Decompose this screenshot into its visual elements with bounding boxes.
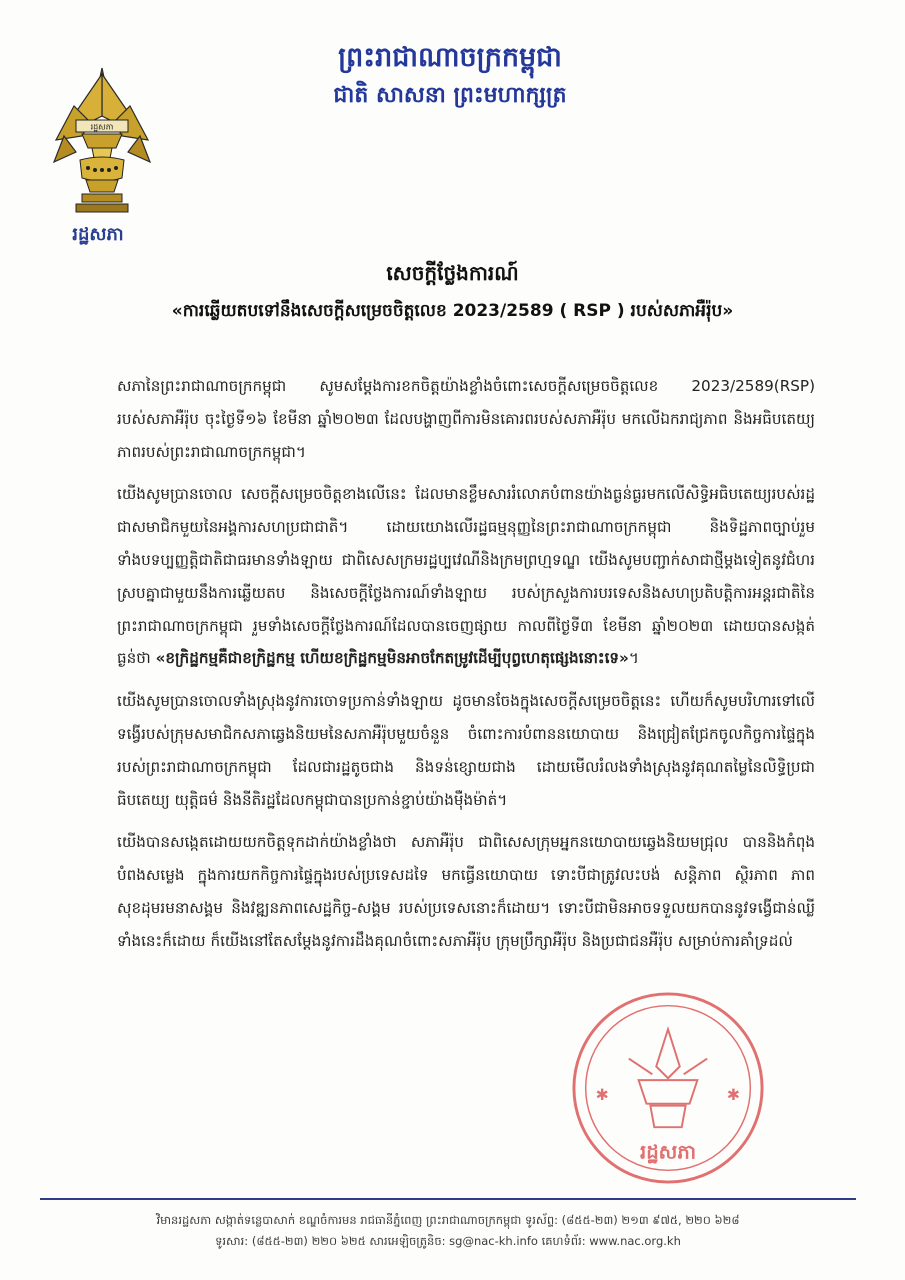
kingdom-name: ព្រះរាជាណាចក្រកម្ពុជា [338,42,562,73]
svg-text:រដ្ឋសភា: រដ្ឋសភា [90,122,114,132]
paragraph-2 [117,478,815,675]
svg-text:✱: ✱ [726,1084,740,1104]
national-assembly-emblem-icon [52,66,152,216]
paragraph-3: យើងសូមប្រានចោលទាំងស្រុងនូវការចោទប្រកាន់ទាំងឡាយ ដូចមានចែងក្នុងសេចក្តីសម្រេចចិត្តនេះ ហើយក៏សូមបរិហារទៅលើទង្វើរបស់ក្រុមសមាជិកសភាឆ្វេងនិយមនៃសភាអឺរ៉ុបមួយចំនួន ចំពោះការបំពាននយោបាយ និងជ្រៀតជ្រែកចូលកិច្ចការផ្ទៃក្នុងរបស់ព្រះរាជាណាចក្រកម្ពុជា ដែលជារដ្ឋតូចជាង និងទន់ខ្សោយជាង ដោយមើលរំលងទាំងស្រុងនូវគុណតម្លៃនៃលិទ្ធិប្រជាធិបតេយ្យ យុត្តិធម៌ និងនីតិរដ្ឋដែលកម្ពុជាបានប្រកាន់ខ្ជាប់យ៉ាងម៉ឺងម៉ាត់។ [117,692,815,809]
institution-label: រដ្ឋសភា [72,224,124,245]
quote-end: ។ [628,649,639,668]
footer-contact-line: ទូរសារ: (៨៥៥-២៣) ២២០ ៦២៥ សារអេឡិចត្រូនិច: sg@nac-kh.info គេហទំព័រ: www.nac.org.kh [215,1234,681,1248]
kingdom-header [300,38,600,114]
paragraph-2-text: យើងសូមប្រានចោល សេចក្តីសម្រេចចិត្តខាងលើនេះ ដែលមានខ្លឹមសាររំលោភបំពានយ៉ាងធ្ងន់ធ្ងរមកលើសិទ្ធិអធិបតេយ្យរបស់រដ្ឋជាសមាជិកមួយនៃអង្គការសហប្រជាជាតិ។ ដោយយោងលើរដ្ឋធម្មនុញ្ញនៃព្រះរាជាណាចក្រកម្ពុជា និងទិដ្ឋភាពច្បាប់រួមទាំងបទប្បញ្ញត្តិជាតិជាធរមានទាំងឡាយ ជាពិសេសក្រមរដ្ឋប្បវេណីនិងក្រមព្រហ្មទណ្ឌ យើងសូមបញ្ជាក់សាជាថ្មីម្តងទៀតនូវជំហរស្របគ្នាជាមួយនឹងការឆ្លើយតប និងសេចក្តីថ្លែងការណ៍ទាំងឡាយ របស់ក្រសួងការបរទេសនិងសហប្រតិបត្តិការអន្តរជាតិនៃព្រះរាជាណាចក្រកម្ពុជា រួមទាំងសេចក្តីថ្លែងការណ៍ដែលបានចេញផ្សាយ កាលពីថ្ងៃទី៣ ខែមីនា ឆ្នាំ២០២៣ ដោយបានសង្កត់ធ្ងន់ថា [117,485,815,668]
paragraph-4: យើងបានសង្កេតដោយយកចិត្តទុកដាក់យ៉ាងខ្លាំងថា សភាអឺរ៉ុប ជាពិសេសក្រុមអ្នកនយោបាយឆ្វេងនិយមជ្រុល បាននិងកំពុងបំពងសម្លេង ក្នុងការយកកិច្ចការផ្ទៃក្នុងរបស់ប្រទេសដទៃ មកធ្វើនយោបាយ ទោះបីជាត្រូវលះបង់ សន្តិភាព ស្ថិរភាព ភាពសុខដុមរមនាសង្គម និងវឌ្ឍនភាពសេដ្ឋកិច្ច-សង្គម របស់ប្រទេសនោះក៏ដោយ។ ទោះបីជាមិនអាចទទួលយកបាននូវទង្វើជាន់ឈ្លីទាំងនេះក៏ដោយ ក៏យើងនៅតែសម្តែងនូវការដឹងគុណចំពោះសភាអឺរ៉ុប ក្រុមប្រឹក្សាអឺរ៉ុប និងប្រជាជនអឺរ៉ុប សម្រាប់ការគាំទ្រដល់ [117,833,815,950]
stamp-label: រដ្ឋសភា [640,1140,696,1164]
svg-text:✱: ✱ [595,1084,609,1104]
national-motto: ជាតិ សាសនា ព្រះមហាក្សត្រ [333,83,567,108]
footer-divider [40,1198,856,1200]
emphasized-quote: «ខក្រិដ្ឋកម្មគឺជាខក្រិដ្ឋកម្ម ហើយខក្រិដ្ឋកម្មមិនអាចកែតម្រូវដើម្បីបុព្វហេតុផ្សេងនោះទេ» [155,649,629,668]
document-body [117,370,815,968]
footer-contact [40,1210,856,1252]
document-title: សេចក្តីថ្លែងការណ៍ [386,261,519,285]
footer-address: វិមានរដ្ឋសភា សង្កាត់ទន្លេបាសាក់ ខណ្ឌចំការមន រាជធានីភ្នំពេញ ព្រះរាជាណាចក្រកម្ពុជា ទូរស័ព្ទ: (៨៥៥-២៣) ២១៣ ៩៧៥, ២២០ ៦២៨ [156,1213,740,1227]
document-subtitle: «ការឆ្លើយតបទៅនឹងសេចក្តីសម្រេចចិត្តលេខ 2023/2589 ( RSP ) របស់សភាអឺរ៉ុប» [171,301,734,321]
official-seal-stamp [570,990,766,1186]
paragraph-1: សភានៃព្រះរាជាណាចក្រកម្ពុជា សូមសម្តែងការខកចិត្តយ៉ាងខ្លាំងចំពោះសេចក្តីសម្រេចចិត្តលេខ 2023/2589(RSP) របស់សភាអឺរ៉ុប ចុះថ្ងៃទី១៦ ខែមីនា ឆ្នាំ២០២៣ ដែលបង្ហាញពីការមិនគោរពរបស់សភាអឺរ៉ុប មកលើឯករាជ្យភាព និងអធិបតេយ្យភាពរបស់ព្រះរាជាណាចក្រកម្ពុជា។ [117,377,815,461]
document-title-block [60,257,845,327]
